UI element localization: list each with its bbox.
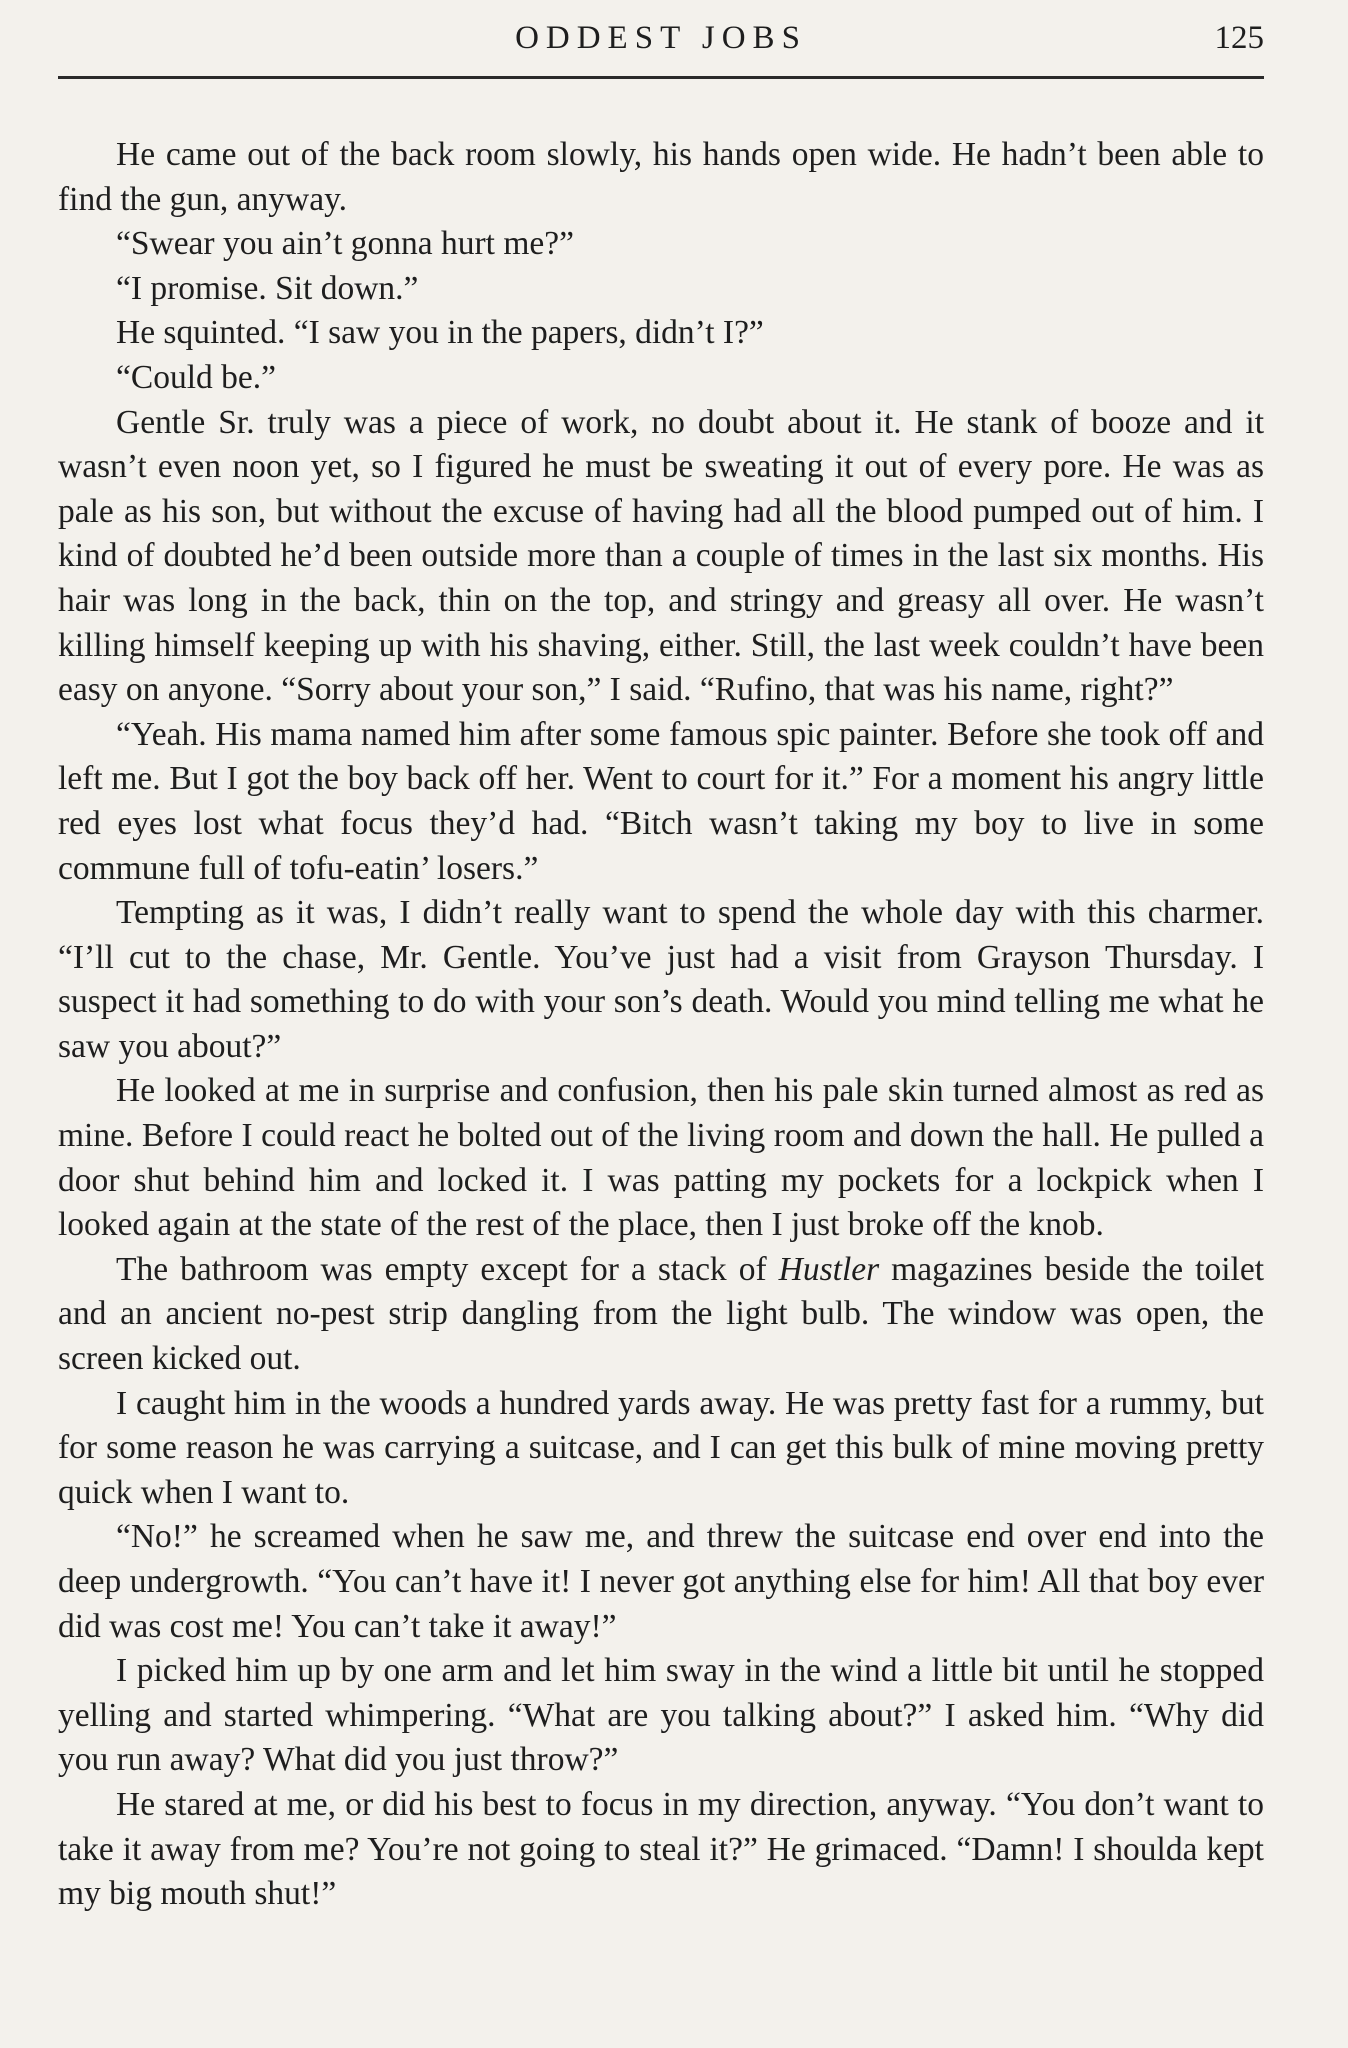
paragraph <box>58 1248 1264 1382</box>
paragraph: “I promise. Sit down.” <box>116 269 419 307</box>
page-header <box>58 14 1264 66</box>
paragraph: He squinted. “I saw you in the papers, didn’t I?” <box>116 314 764 352</box>
page-number: 125 <box>1214 20 1264 56</box>
paragraph: “Swear you ain’t gonna hurt me?” <box>116 225 574 263</box>
paragraph: I caught him in the woods a hundred yards away. He was pretty fast for a rummy, but for some reason he was carrying a suitcase, and I can get this bulk of mine moving pretty quick when I want to. <box>58 1384 1264 1511</box>
header-rule <box>58 76 1264 79</box>
running-title: ODDEST JOBS <box>515 20 807 56</box>
body-text <box>58 133 1264 1917</box>
paragraph: “No!” he screamed when he saw me, and threw the suitcase end over end into the deep undergrowth. “You can’t have it! I never got anything else for him! All that boy ever did was cost me! You can’t take it away!” <box>58 1518 1264 1645</box>
paragraph: He looked at me in surprise and confusion, then his pale skin turned almost as red as mine. Before I could react he bolted out of the living room and down the hall. He pulled a door shut behind him and locked it. I was patting my pockets for a lockpick when I looked again at the state of the rest of the place, then I just broke off the knob. <box>58 1072 1264 1244</box>
paragraph-text: The bathroom was empty except for a stack of <box>116 1250 779 1288</box>
paragraph: Tempting as it was, I didn’t really want to spend the whole day with this charmer. “I’ll cut to the chase, Mr. Gentle. You’ve just had a visit from Grayson Thursday. I suspect it had something to do with your son’s death. Would you mind telling me what he saw you about?” <box>58 894 1264 1065</box>
paragraph: “Could be.” <box>116 358 277 396</box>
paragraph-text: magazines beside the toilet and an ancient no-pest strip dangling from the light bulb. The window was open, the screen kicked out. <box>58 1250 1265 1378</box>
paragraph: He came out of the back room slowly, his hands open wide. He hadn’t been able to find the gun, anyway. <box>58 136 1264 218</box>
paragraph: “Yeah. His mama named him after some famous spic painter. Before she took off and left me. But I got the boy back off her. Went to court for it.” For a moment his angry little red eyes lost what focus they’d had. “Bitch wasn’t taking my boy to live in some commune full of tofu-eatin’ losers.” <box>58 715 1264 887</box>
magazine-title: Hustler <box>778 1250 880 1288</box>
paragraph: He stared at me, or did his best to focus in my direction, anyway. “You don’t want to take it away from me? You’re not going to steal it?” He grimaced. “Damn! I shoulda kept my big mouth shut!” <box>58 1785 1264 1913</box>
paragraph: Gentle Sr. truly was a piece of work, no doubt about it. He stank of booze and it wasn’t even noon yet, so I figured he must be sweating it out of every pore. He was as pale as his son, but without the excuse of having had all the blood pumped out of him. I kind of doubted he’d been outside more than a couple of times in the last six months. His hair was long in the back, thin on the top, and stringy and greasy all over. He wasn’t killing himself keeping up with his shaving, either. Still, the last week couldn’t have been easy on anyone. “Sorry about your son,” I said. “Rufino, that was his name, right?” <box>58 403 1264 709</box>
paragraph: I picked him up by one arm and let him sway in the wind a little bit until he stopped yelling and started whimpering. “What are you talking about?” I asked him. “Why did you run away? What did you just throw?” <box>58 1652 1264 1779</box>
